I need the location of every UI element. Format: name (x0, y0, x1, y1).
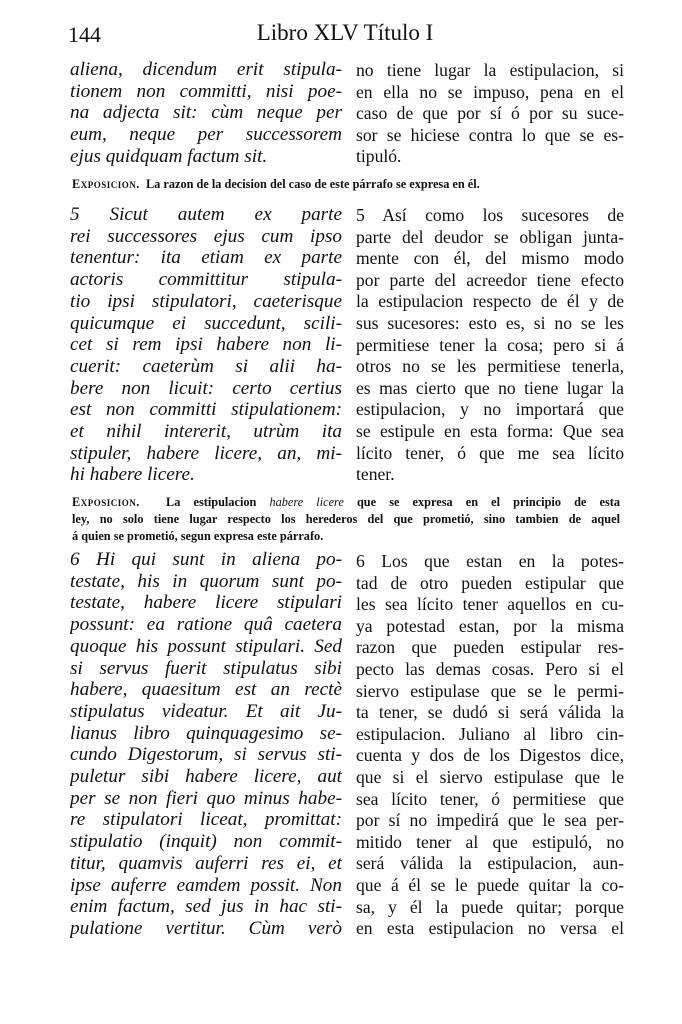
exposition-text: La razon de la decision del caso de este párrafo se expresa en él. (145, 177, 480, 191)
text-line: tio ipsi stipulatori, caeterisque (70, 290, 342, 312)
text-line: titur, quamvis auferri res ei, et (70, 852, 342, 874)
text-line: se estipule en esta forma: Que sea (356, 420, 624, 441)
text-line: ipse auferre eamdem possit. Non (70, 874, 342, 896)
text-line: ta tener, se dudó si será válida la (356, 702, 624, 723)
text-line: quoque his possunt stipulari. Sed (70, 635, 342, 657)
text-line: ejus quidquam factum sit. (70, 145, 268, 167)
text-line: caso de que por sí ó por su suce- (356, 103, 624, 124)
page-header (68, 18, 622, 52)
text-line: es mas cierto que no tiene lugar la (356, 377, 624, 398)
text-line: en ella no se impuso, pena en el (356, 81, 624, 102)
text-line: estipulacion. Juliano al libro cin- (356, 723, 624, 744)
text-line: 6 Hi qui sunt in aliena po- (70, 549, 342, 570)
exposition-line: ley, no solo tiene lugar respecto los herederos del que prometió, sino tambien de aquel (72, 512, 620, 526)
text-line: enim factum, sed jus in hac sti- (70, 896, 342, 918)
spanish-column-section-6 (356, 551, 624, 940)
text-line: lianus libro quinquagesimo se- (70, 722, 342, 744)
text-line: testate, his in quorum sunt po- (70, 570, 342, 592)
text-line: la estipulacion respecto de él y de (356, 291, 624, 312)
text-line: habere, quaesitum est an rectè (70, 679, 342, 701)
text-line: quicumque ei succedunt, scili- (70, 312, 342, 334)
text-line: per se non fieri quo minus habe- (70, 787, 342, 809)
text-line: estipulacion, y no importará que (356, 399, 624, 420)
text-line: cundo Digestorum, si servus sti- (70, 744, 342, 766)
text-line: no tiene lugar la estipulacion, si (356, 60, 624, 80)
text-line: aliena, dicendum erit stipula- (70, 59, 342, 80)
text-line: rei successores ejus cum ipso (70, 225, 342, 247)
spanish-column-section-5 (356, 205, 624, 486)
exposition-text: La estipulacion (166, 495, 257, 509)
latin-column-section-6 (70, 549, 342, 940)
text-line: pulatione vertitur. Cùm verò (70, 917, 342, 939)
text-line: cet si rem ipsi habere non li- (70, 334, 342, 356)
text-line: tipuló. (356, 146, 402, 167)
text-line: por sí no impedirá que le sea per- (356, 810, 624, 831)
text-line: razon que pueden estipular res- (356, 637, 624, 658)
text-line: pecto las demas cosas. Pero si el (356, 658, 624, 679)
text-line: tionem non committi, nisi poe- (70, 80, 342, 102)
text-line: eum, neque per successorem (70, 124, 342, 146)
text-line: en esta estipulacion no versa el (356, 918, 624, 939)
page-number: 144 (68, 22, 101, 47)
exposition-italic-term: habere licere (269, 495, 344, 509)
text-line: actoris committitur stipula- (70, 269, 342, 291)
latin-column-section-5 (70, 204, 342, 486)
text-line: por parte del acreedor tiene efecto (356, 269, 624, 290)
text-line: et nihil intererit, utrùm ita (70, 421, 342, 443)
spanish-column-section-4 (356, 60, 624, 168)
exposition-text: que se expresa en el principio de esta (356, 495, 620, 509)
exposition-1 (72, 176, 620, 193)
text-line: testate, habere licere stipulari (70, 592, 342, 614)
text-line: que si el siervo estipulase que le (356, 766, 624, 787)
text-line: lícito tener, ó que me sea lícito (356, 442, 624, 463)
text-line: hi habere licere. (70, 464, 195, 486)
text-line: si servus fuerit stipulatus sibi (70, 657, 342, 679)
text-line: stipuler, habere licere, an, mi- (70, 442, 342, 464)
latin-column-section-4 (70, 59, 342, 168)
text-line: stipulatio (inquit) non commit- (70, 831, 342, 853)
text-line: permitiese tener la cosa; pero si á (356, 334, 624, 355)
exposition-line: á quien se prometió, segun expresa este párrafo. (72, 529, 324, 543)
text-line: otros no se les permitiese tenerla, (356, 356, 624, 377)
text-line: que á él se le puede quitar la co- (356, 874, 624, 895)
text-line: possunt: ea ratione quâ caetera (70, 614, 342, 636)
text-line: na adjecta sit: cùm neque per (70, 102, 342, 124)
text-line: sa, y él la puede quitar; porque (356, 896, 624, 917)
text-line: mente con él, del mismo modo (356, 248, 624, 269)
text-line: 5 Así como los sucesores de (356, 205, 624, 225)
text-line: tenentur: ita etiam ex parte (70, 247, 342, 269)
text-line: sor se hiciese contra lo que se es- (356, 124, 624, 145)
text-line: parte del deudor se obligan junta- (356, 226, 624, 247)
text-line: puletur sibi habere licere, aut (70, 766, 342, 788)
exposition-label: Exposicion. (72, 177, 140, 191)
exposition-label: Exposicion. (72, 495, 140, 509)
running-head: Libro XLV Título I (256, 20, 434, 45)
text-line: tener. (356, 464, 395, 485)
text-line: est non committi stipulationem: (70, 399, 342, 421)
text-line: siervo estipulase que se le permi- (356, 680, 624, 701)
text-line: re stipulatori liceat, promittat: (70, 809, 342, 831)
text-line: sus sucesores: esto es, si no se les (356, 312, 624, 333)
text-line: será válida la estipulacion, aun- (356, 853, 624, 874)
text-line: ya potestad estan, por la misma (356, 615, 624, 636)
text-line: les sea lícito tener aquellos en cu- (356, 594, 624, 615)
text-line: 6 Los que estan en la potes- (356, 551, 624, 571)
text-line: 5 Sicut autem ex parte (70, 204, 342, 225)
text-line: cuerit: caeterùm si alii ha- (70, 355, 342, 377)
text-line: cuenta y dos de los Digestos dice, (356, 745, 624, 766)
text-line: mitido tener al que estipuló, no (356, 831, 624, 852)
text-line: tad de otro pueden estipular que (356, 572, 624, 593)
text-line: stipulatus videatur. Et ait Ju- (70, 700, 342, 722)
text-line: bere non licuit: certo certius (70, 377, 342, 399)
exposition-2 (72, 494, 620, 545)
text-line: sea lícito tener, ó permitiese que (356, 788, 624, 809)
